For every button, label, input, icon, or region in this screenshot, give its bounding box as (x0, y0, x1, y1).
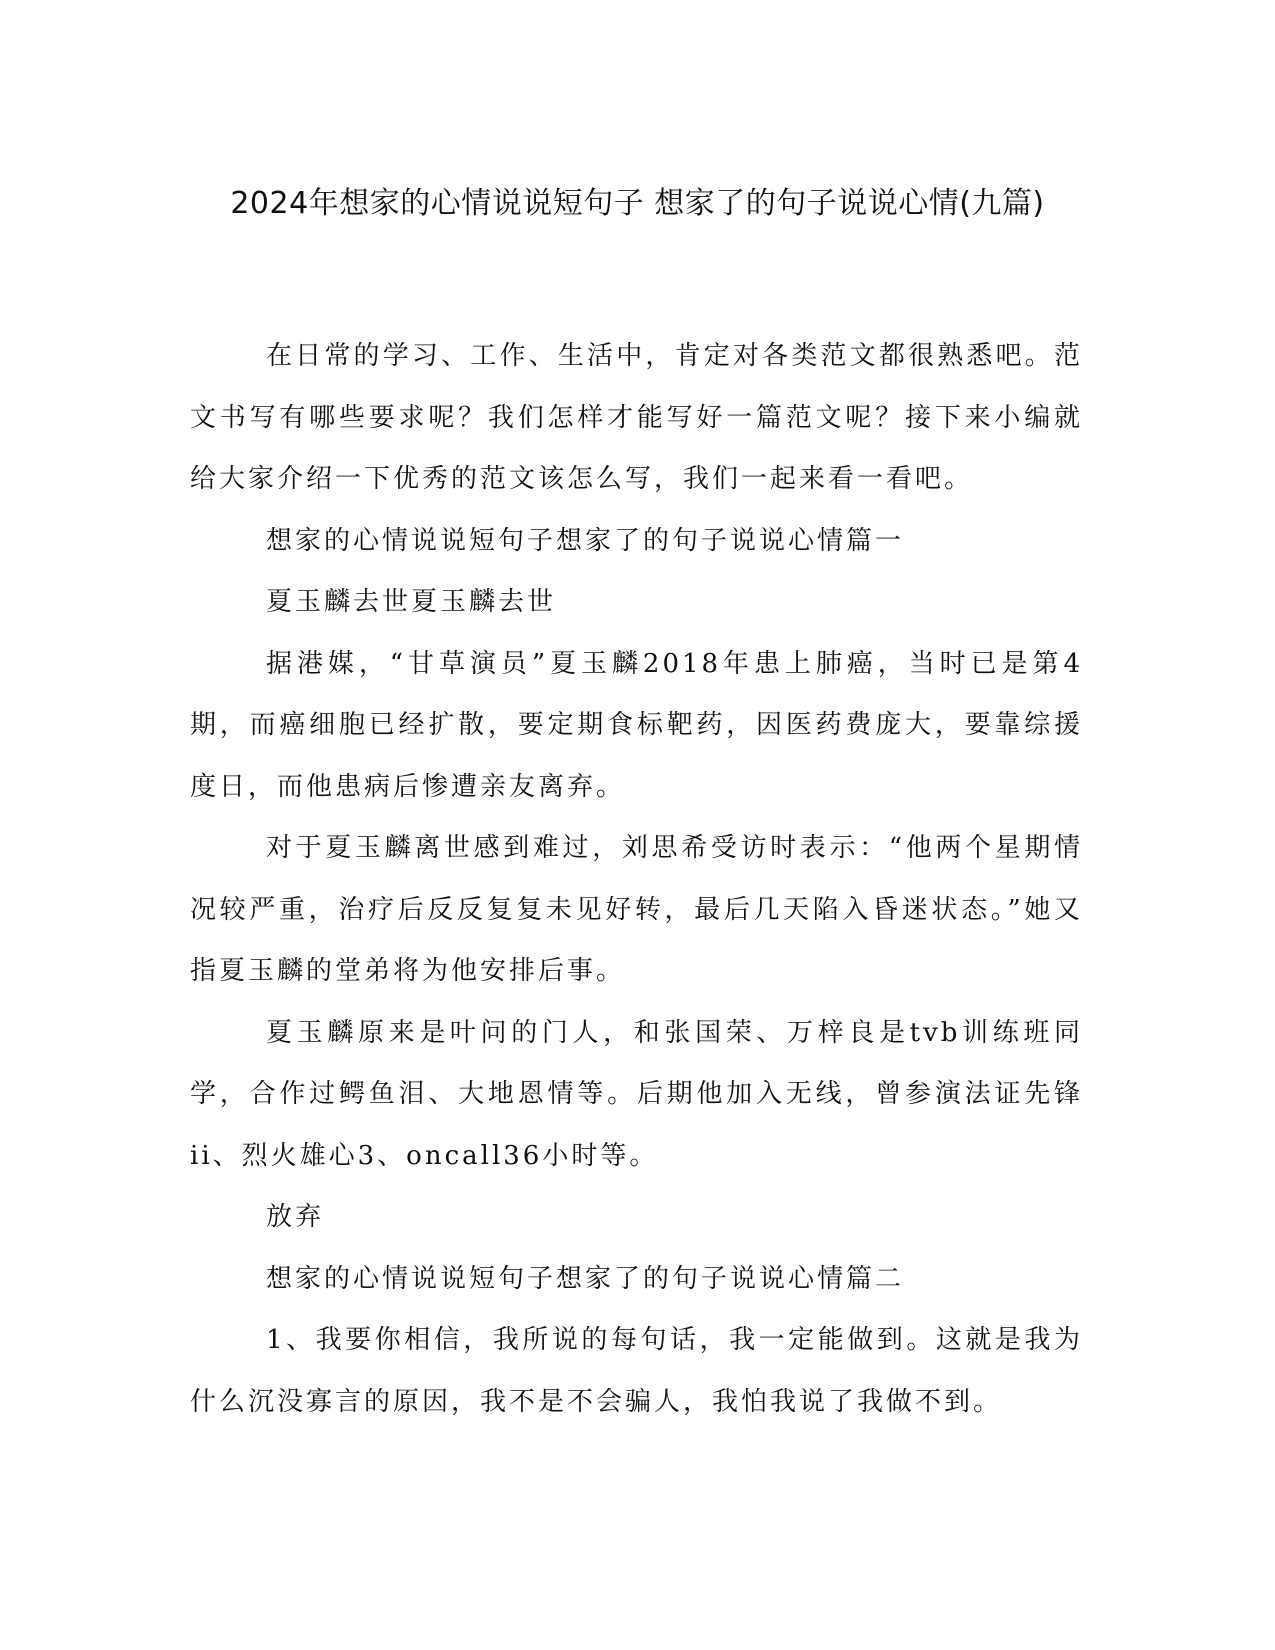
section-heading-2: 想家的心情说说短句子想家了的句子说说心情篇二 (266, 1263, 905, 1294)
body-paragraph: 据港媒，“甘草演员”夏玉麟2018年患上肺癌，当时已是第4期，而癌细胞已经扩散，要定期食标靶药，因医药费庞大，要靠综援度日，而他患病后惨遭亲友离弃。 (190, 648, 1083, 802)
body-paragraph: 对于夏玉麟离世感到难过，刘思希受访时表示：“他两个星期情况较严重，治疗后反反复复未见好转，最后几天陷入昏迷状态。”她又指夏玉麟的堂弟将为他安排后事。 (190, 833, 1083, 986)
document-body (190, 326, 1083, 1433)
body-paragraph: 夏玉麟原来是叶问的门人，和张国荣、万梓良是tvb训练班同学，合作过鳄鱼泪、大地恩情等。后期他加入无线，曾参演法证先锋ii、烈火雄心3、oncall36小时等。 (190, 1017, 1083, 1171)
numbered-item: 1、我要你相信，我所说的每句话，我一定能做到。这就是我为什么沉没寡言的原因，我不是不会骗人，我怕我说了我做不到。 (190, 1325, 1083, 1417)
subheading: 夏玉麟去世夏玉麟去世 (266, 587, 557, 617)
short-line: 放弃 (266, 1202, 325, 1232)
document-title: 2024年想家的心情说说短句子 想家了的句子说说心情(九篇) (230, 186, 1045, 221)
section-heading-1: 想家的心情说说短句子想家了的句子说说心情篇一 (266, 525, 905, 556)
intro-paragraph: 在日常的学习、工作、生活中，肯定对各类范文都很熟悉吧。范文书写有哪些要求呢？我们怎样才能写好一篇范文呢？接下来小编就给大家介绍一下优秀的范文该怎么写，我们一起来看一看吧。 (190, 341, 1083, 494)
